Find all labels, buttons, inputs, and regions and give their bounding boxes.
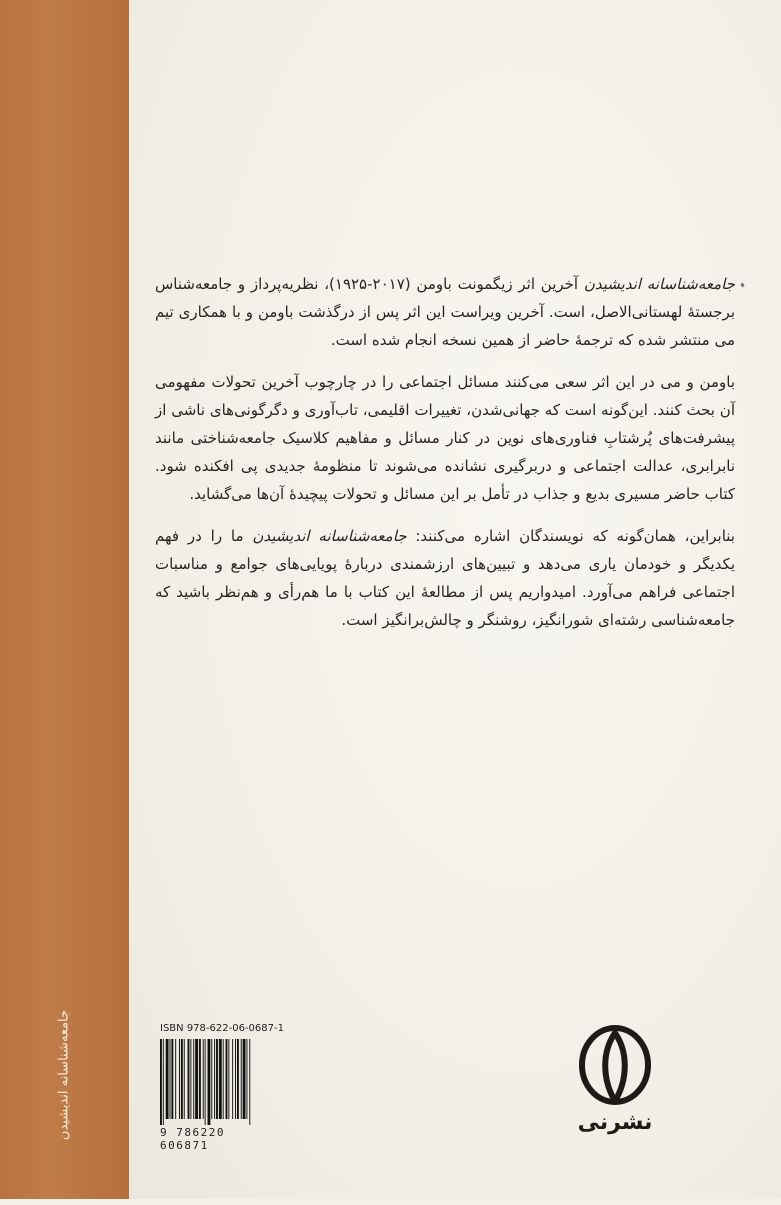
publisher-logo-icon [579, 1025, 651, 1105]
blurb-p1-body: آخرین اثر زیگمونت باومن (۲۰۱۷-۱۹۲۵)، نظریه‌پرداز و جامعه‌شناس برجستهٔ لهستانی‌الاصل، است. آخرین ویراست این اثر پس از درگذشت باومن و با همکاری تیم می منتشر شده که ترجمهٔ حاضر از همین نسخه انجام شده است. [155, 275, 735, 349]
barcode-bar [243, 1039, 246, 1119]
barcode-bar [223, 1039, 224, 1119]
barcode-bar [228, 1039, 229, 1119]
isbn-barcode [156, 1023, 284, 1153]
barcode-bar [211, 1039, 212, 1119]
spine-title: جامعه‌شناسانه اندیشیدن [56, 1009, 72, 1141]
barcode-digits: 9 786220 606871 [160, 1126, 225, 1152]
barcode-bar [181, 1039, 183, 1119]
barcode-bar [237, 1039, 239, 1119]
barcode-bar [219, 1039, 222, 1119]
barcode-bar [249, 1039, 250, 1125]
barcode-bar [184, 1039, 185, 1119]
barcode-bar [235, 1039, 236, 1119]
barcode-bar [170, 1039, 171, 1119]
barcode-bar [199, 1039, 201, 1119]
blurb-p3-intro: بنابراین، همان‌گونه که نویسندگان اشاره می‌کنند: [406, 527, 735, 545]
barcode-bar [175, 1039, 176, 1119]
barcode-bar [205, 1039, 206, 1125]
publisher-logo [573, 1025, 657, 1140]
isbn-label: ISBN 978-622-06-0687-1 [160, 1023, 284, 1034]
barcode-bar [246, 1039, 247, 1119]
book-title-italic: جامعه‌شناسانه اندیشیدن [583, 275, 736, 293]
barcode-bar [216, 1039, 218, 1119]
barcode-bar [179, 1039, 180, 1119]
blurb-paragraph-2: باومن و می در این اثر سعی می‌کنند مسائل اجتماعی را در چارچوب آخرین تحولات مفهومی آن بحث کنند. این‌گونه است که جهانی‌شدن، تغییرات اقلیمی، تاب‌آوری و دگرگونی‌های ناشی از پیشرفت‌های پُرشتابِ فناوری‌های نوین در کنار مسائل و مفاهیم کلاسیک جامعه‌شناختی مانند نابرابری، عدالت اجتماعی و دربرگیری نشانده می‌شوند تا منظومهٔ جدیدی پی افکنده شود. کتاب حاضر مسیری بدیع و جذاب در تأمل بر این مسائل و تحولات پیچیدهٔ آن‌ها می‌گشاید. [155, 373, 735, 503]
barcode-bar [226, 1039, 228, 1119]
book-spine [0, 0, 129, 1199]
barcode-bar [188, 1039, 190, 1119]
barcode-bar [193, 1039, 194, 1119]
blurb-p3-body: ما را در فهم یکدیگر و خودمان یاری می‌دهد و تبیین‌های ارزشمندی دربارهٔ پویایی‌های جوامع و مناسبات اجتماعی فراهم می‌آورد. امیدواریم پس از مطالعهٔ این کتاب با ما هم‌رأی و هم‌نظر باشید که جامعه‌شناسی رشته‌ای شورانگیز، روشنگر و چالش‌برانگیز است. [155, 527, 735, 629]
barcode-icon [156, 1037, 278, 1125]
book-title-italic-2: جامعه‌شناسانه اندیشیدن [252, 527, 407, 545]
barcode-bar [166, 1039, 169, 1119]
barcode-bar [171, 1039, 173, 1119]
publisher-name: نشرنی [577, 1110, 653, 1135]
barcode-bar [208, 1039, 211, 1125]
blurb-text [155, 270, 735, 648]
barcode-bar [190, 1039, 191, 1119]
barcode-bar [163, 1039, 164, 1125]
barcode-bar [195, 1039, 198, 1119]
barcode-bar [232, 1039, 233, 1119]
blurb-paragraph-3 [155, 522, 735, 634]
barcode-bar [214, 1039, 215, 1119]
barcode-bar [160, 1039, 162, 1125]
barcode-bar [241, 1039, 242, 1119]
barcode-bar [203, 1039, 204, 1119]
blurb-paragraph-1 [155, 270, 735, 354]
